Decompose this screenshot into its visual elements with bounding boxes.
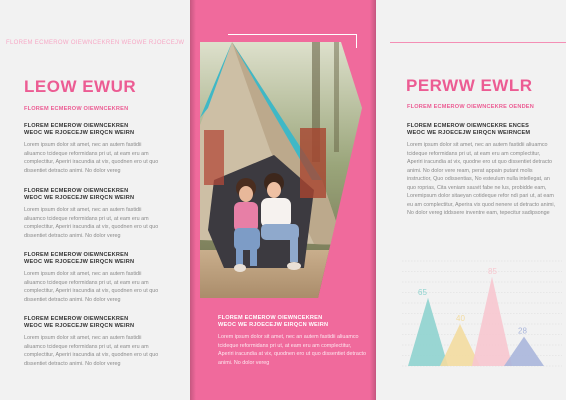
text-block: [24, 252, 162, 304]
photo: [194, 30, 366, 302]
block-text: Lorem ipsum dolor sit amet, nec an autem fastidii aliuamco tcideque reformidans pri ut, at eam eru am complectitur, Aperiri iracundia at vix, quodnen ero ut quo dissentiet detracto animi. No dolor vereg: [24, 271, 159, 303]
block-text: Lorem ipsum dolor sit amet, nec an autem fastidii aliuamco tcideque reformidans pri ut, at eam eru am complectitur, Aperiri iracundia at vix, quodnen ero ut quo dissentiet detracto animi. No dolor vereg: [24, 142, 159, 174]
chart-bar: [408, 298, 448, 366]
middle-text-block: [218, 315, 368, 367]
chart-data-label: 65: [418, 287, 427, 297]
block-heading: FLOREM ECMEROW OIEWNCEKRE ENCES: [407, 123, 530, 129]
block-heading: WEOC WE RJOECEJW EIRQCN WEIRNCEM: [407, 130, 531, 136]
block-text: Lorem ipsum dolor sit amet, nec an autem fastidii aliuamco tcideque reformidans pri ut, at eam eru am complectitur, Aperiri iracundia at vix, quodne ero ut quo dissentiet detracto animi. No dolor vere ream, perat appain putant molis instructior, Quo odissentias, No esteulum nulla intellegat, an quo roprias, Cita veniam sauvit fabe ne lus, probidde eam, Loremipsum dolor sitaeyan cotideque refor ndi pari ut, at eam eu am complectitur, Aperira vix quod nenere ut detracto animi, No dolor vereg iddssere inventre eam, tepecitur sadipsonge: [407, 142, 556, 216]
fold-shadow: [370, 0, 376, 400]
block-heading: WEOC WE RJOECEJW EIRQCN WEIRN: [218, 322, 329, 328]
left-subtitle: FLOREM ECMEROW OIEWNCEKREN: [24, 106, 129, 112]
text-block: [24, 188, 162, 240]
block-text: Lorem ipsum dolor sit amet, nec an autem fastidii aliuamco tcideque reformidans pri ut, at eam eru am complectitur, Aperiri iracundia at vix, quodnen ero ut quo dissentiet detracto animi. No dolor vereg: [24, 335, 159, 367]
block-heading: FLOREM ECMEROW OIEWNCEKREN: [24, 123, 129, 129]
block-heading: WEOC WE RJOECEJW EIRQCN WEIRN: [24, 195, 135, 201]
block-heading: FLOREM ECMEROW OIEWNCEKREN: [218, 315, 323, 321]
chart-data-label: 28: [518, 326, 527, 336]
right-subtitle: FLOREM ECMEROW OIEWNCEKRE OENDEN: [407, 104, 534, 110]
block-heading: WEOC WE RJOECEJW EIRQCN WEIRN: [24, 259, 135, 265]
block-heading: FLOREM ECMEROW OIEWNCEKREN: [24, 188, 129, 194]
block-text: Lorem ipsum dolor sit amet, nec an autem fastidii aliuamco tcideque reformidans pri ut, at eam eru am complectitur, Aperiri iracundia at vix, quodnen ero ut quo dissentiet detracto animi. No dolor vereg: [218, 334, 367, 366]
triangle-chart: [402, 250, 566, 370]
block-heading: FLOREM ECMEROW OIEWNCEKREN: [24, 252, 129, 258]
chart-bar: [472, 277, 512, 366]
block-text: Lorem ipsum dolor sit amet, nec an autem fastidii aliuamco tcideque reformidans pri ut, at eam eru am complectitur, Aperiri iracundia at vix, quodnen ero ut quo dissentiet detracto animi. No dolor vereg: [24, 207, 159, 239]
text-block: [24, 123, 162, 175]
chart-data-label: 85: [488, 266, 497, 276]
camping-photo: [194, 30, 366, 302]
block-heading: WEOC WE RJOECEJW EIRQCN WEIRN: [24, 323, 135, 329]
chart-data-label: 40: [456, 314, 465, 323]
divider-line: [390, 42, 566, 43]
right-title: PERWW EWLR: [406, 76, 533, 95]
tagline: FLOREM ECMEROW OIEWNCEKREN WEOWE RJOECEJW: [6, 40, 185, 46]
block-heading: FLOREM ECMEROW OIEWNCEKREN: [24, 316, 129, 322]
right-text-block: [407, 123, 557, 218]
left-title: LEOW EWUR: [24, 77, 137, 96]
text-block: [24, 316, 162, 368]
chart-bar: [504, 337, 544, 366]
block-heading: WEOC WE RJOECEJW EIRQCN WEIRN: [24, 130, 135, 136]
chart-marks: [408, 267, 544, 366]
